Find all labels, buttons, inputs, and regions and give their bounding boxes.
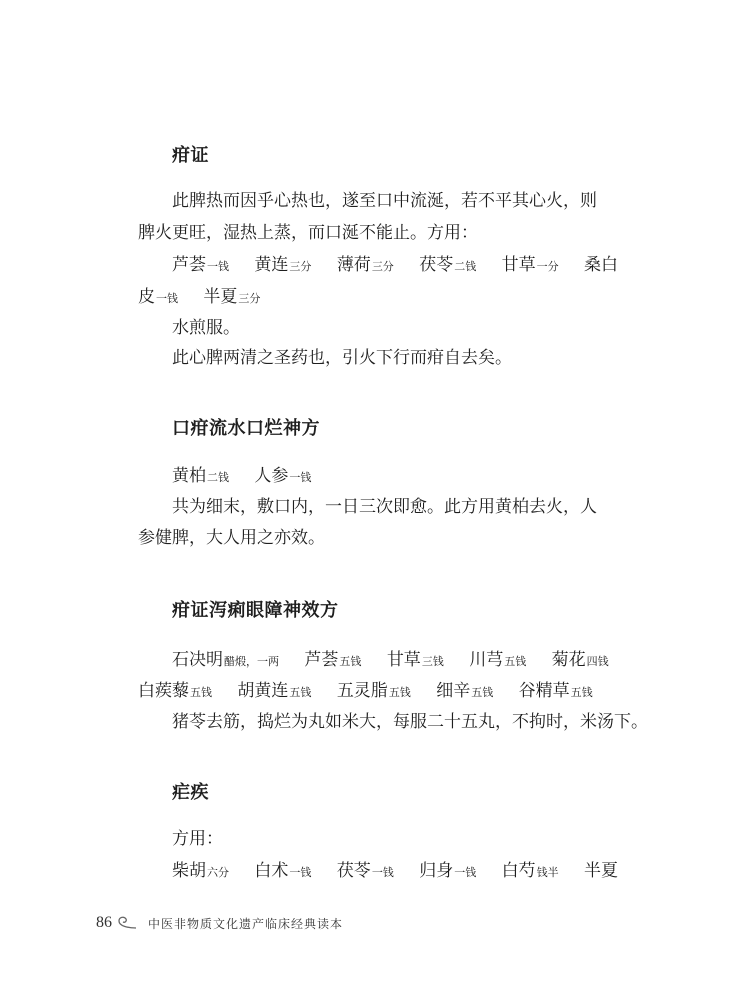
herb-list — [172, 860, 619, 884]
herb-name: 石决明 — [172, 650, 223, 670]
herb-item — [337, 255, 394, 275]
herb-item — [172, 466, 229, 486]
herb-item — [203, 287, 260, 307]
herb-list — [172, 254, 619, 278]
herb-item — [337, 681, 411, 701]
herb-dose: 一钱 — [289, 471, 312, 484]
herb-name: 茯苓 — [419, 255, 454, 275]
herb-list — [138, 680, 614, 704]
herb-name: 归身 — [419, 861, 454, 881]
herb-item — [584, 255, 619, 275]
herb-dose: 六分 — [207, 866, 229, 879]
herb-item — [552, 650, 609, 670]
herb-name: 半夏 — [203, 287, 238, 307]
herb-item — [138, 681, 212, 701]
herb-name: 白芍 — [501, 861, 536, 881]
herb-name: 桑白 — [584, 255, 619, 275]
herb-name: 谷精草 — [518, 681, 570, 701]
herb-dose: 三钱 — [421, 655, 444, 668]
herb-dose: 二钱 — [454, 260, 477, 273]
herb-item — [172, 861, 229, 881]
herb-dose: 三分 — [238, 292, 261, 305]
herb-item — [519, 681, 593, 701]
paragraph-line: 方用： — [172, 829, 223, 849]
herb-dose: 五钱 — [339, 655, 362, 668]
herb-item — [502, 255, 559, 275]
herb-name: 黄柏 — [172, 466, 206, 486]
herb-name: 川芎 — [469, 650, 504, 670]
herb-dose: 一钱 — [207, 260, 229, 273]
herb-dose: 一分 — [536, 260, 559, 273]
herb-name: 茯苓 — [336, 861, 371, 881]
herb-name: 芦荟 — [304, 650, 339, 670]
paragraph-line: 脾火更旺，湿热上蒸，而口涎不能止。方用： — [138, 223, 478, 243]
herb-dose: 三分 — [371, 260, 394, 273]
herb-item — [237, 681, 311, 701]
paragraph-line: 此脾热而因乎心热也，遂至口中流涎，若不平其心火，则 — [172, 191, 597, 211]
herb-dose: 一钱 — [156, 292, 178, 305]
herb-list — [172, 649, 614, 673]
herb-name: 甘草 — [501, 255, 536, 275]
herb-dose: 钱半 — [536, 866, 559, 879]
section-heading-gan-zheng-xie-li: 疳证泻痢眼障神效方 — [172, 600, 339, 621]
herb-item — [172, 255, 229, 275]
herb-item — [387, 650, 444, 670]
herb-name: 柴胡 — [172, 861, 206, 881]
page-number: 86 — [96, 914, 112, 931]
herb-item — [584, 861, 619, 881]
page-footer — [96, 913, 343, 933]
herb-dose: 五钱 — [388, 686, 411, 699]
herb-dose: 五钱 — [289, 686, 312, 699]
herb-item — [172, 650, 279, 670]
herb-item — [304, 650, 361, 670]
herb-item — [254, 861, 311, 881]
paragraph-line: 猪苓去筋，捣烂为丸如米大，每服二十五丸，不拘时，米汤下。 — [172, 712, 648, 732]
herb-item — [436, 681, 493, 701]
herb-item — [502, 861, 559, 881]
herb-name: 黄连 — [254, 255, 289, 275]
swirl-ornament-icon — [114, 913, 140, 933]
paragraph-line: 共为细末，敷口内，一日三次即愈。此方用黄柏去火，人 — [172, 497, 597, 517]
herb-list — [138, 286, 614, 310]
herb-name: 菊花 — [551, 650, 586, 670]
herb-item — [254, 255, 311, 275]
herb-item — [469, 650, 526, 670]
herb-name: 胡黄连 — [237, 681, 289, 701]
paragraph-line: 参健脾，大人用之亦效。 — [138, 528, 325, 548]
herb-name: 五灵脂 — [336, 681, 388, 701]
herb-name: 白蒺藜 — [138, 681, 189, 701]
herb-name: 半夏 — [584, 861, 619, 881]
herb-item — [138, 287, 178, 307]
herb-name: 芦荟 — [172, 255, 206, 275]
section-heading-nue-ji: 疟疾 — [172, 782, 209, 803]
herb-dose: 一钱 — [289, 866, 312, 879]
paragraph-line: 此心脾两清之圣药也，引火下行而疳自去矣。 — [172, 348, 512, 368]
herb-dose: 五钱 — [570, 686, 593, 699]
herb-name: 薄荷 — [336, 255, 371, 275]
herb-item — [337, 861, 394, 881]
herb-dose: 三分 — [289, 260, 312, 273]
herb-name: 皮 — [138, 287, 155, 307]
section-heading-gan-zheng: 疳证 — [172, 145, 209, 166]
herb-dose: 醋煅，一两 — [224, 655, 279, 668]
herb-dose: 四钱 — [586, 655, 609, 668]
paragraph-line: 水煎服。 — [172, 318, 240, 338]
herb-dose: 二钱 — [207, 471, 229, 484]
herb-item — [254, 466, 311, 486]
herb-dose: 五钱 — [190, 686, 212, 699]
herb-dose: 一钱 — [371, 866, 394, 879]
herb-item — [419, 255, 476, 275]
herb-dose: 五钱 — [471, 686, 494, 699]
herb-name: 甘草 — [386, 650, 421, 670]
section-heading-kou-gan: 口疳流水口烂神方 — [172, 418, 320, 439]
herb-name: 白术 — [254, 861, 289, 881]
herb-name: 人参 — [254, 466, 289, 486]
herb-item — [419, 861, 476, 881]
herb-dose: 五钱 — [504, 655, 527, 668]
book-title: 中医非物质文化遗产临床经典读本 — [148, 916, 344, 931]
herb-list — [172, 465, 614, 489]
herb-name: 细辛 — [436, 681, 471, 701]
herb-dose: 一钱 — [454, 866, 477, 879]
